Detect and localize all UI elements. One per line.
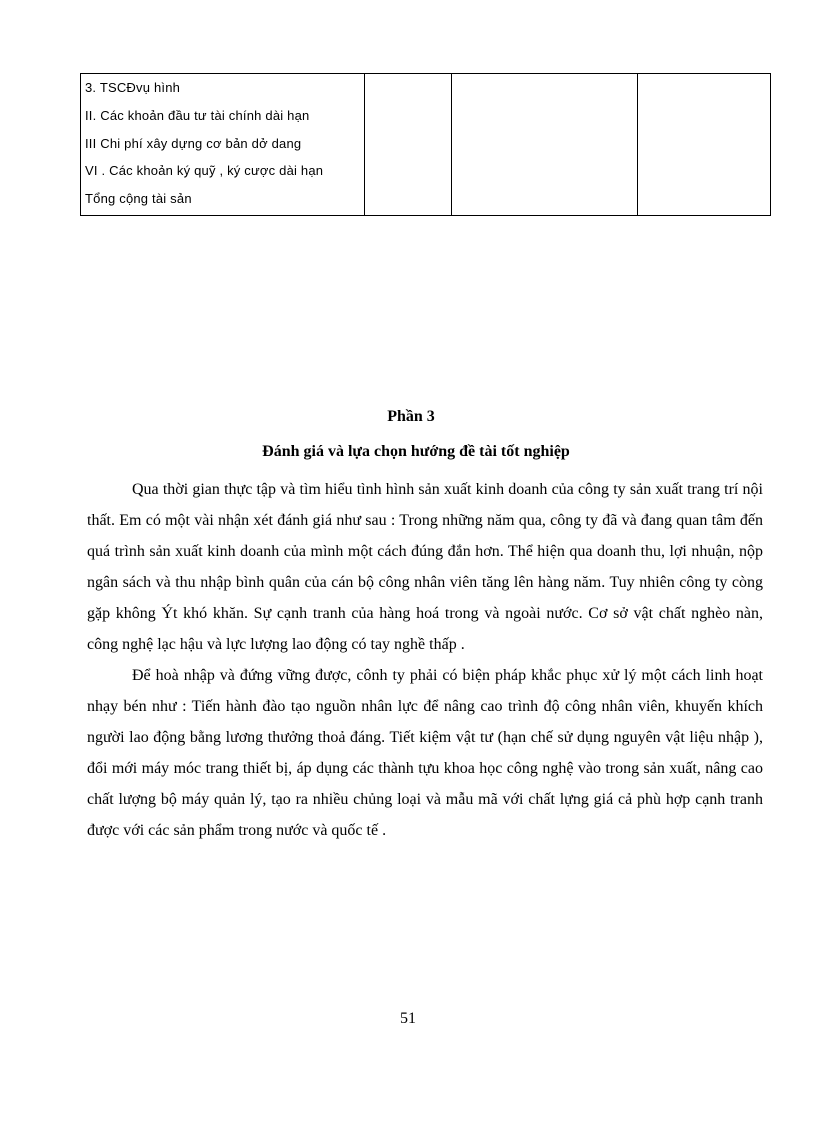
body-text [87,474,763,846]
table-cell-items [81,74,365,216]
page-number: 51 [400,1010,416,1027]
asset-table-fragment [80,73,766,216]
table-item: II. Các khoản đầu tư tài chính dài hạn [85,107,310,123]
part-title: Phần 3 [387,408,435,425]
table-item: Tổng cộng tài sản [85,191,192,207]
table-item: VI . Các khoản ký quỹ , ký cược dài hạn [85,163,324,179]
table-item: III Chi phí xây dựng cơ bản dở dang [85,135,302,151]
table-cell-empty [638,74,771,216]
paragraph: Qua thời gian thực tập và tìm hiểu tình hình sản xuất kinh doanh của công ty sản xuất trang trí nội thất. Em có một vài nhận xét đánh giá như sau : Trong những năm qua, công ty đã và đang quan tâm đến quá trình sản xuất kinh doanh của mình một cách đúng đắn hơn. Thể hiện qua doanh thu, lợi nhuận, nộp ngân sách và thu nhập bình quân của cán bộ công nhân viên tăng lên hàng năm. Tuy nhiên công ty còng gặp không Ýt khó khăn. Sự cạnh tranh của hàng hoá trong và ngoài nước. Cơ sở vật chất nghèo nàn, công nghệ lạc hậu và lực lượng lao động có tay nghề thấp . [87,481,763,653]
table-cell-empty [365,74,452,216]
table-item: 3. TSCĐvụ hình [85,80,181,95]
paragraph: Để hoà nhập và đứng vững được, cônh ty phải có biện pháp khắc phục xử lý một cách linh hoạt nhạy bén như : Tiến hành đào tạo nguồn nhân lực để nâng cao trình độ công nhân viên, khuyến khích người lao động bằng lương thưởng thoả đáng. Tiết kiệm vật tư (hạn chế sử dụng nguyên vật liệu nhập ), đổi mới máy móc trang thiết bị, áp dụng các thành tựu khoa học công nghệ vào trong sản xuất, nâng cao chất lượng bộ máy quản lý, tạo ra nhiều chủng loại và mẫu mã với chất lựng giá cả phù hợp cạnh tranh được với các sản phẩm trong nước và quốc tế . [87,667,763,839]
section-subtitle: Đánh giá và lựa chọn hướng đề tài tốt nghiệp [262,443,570,460]
table-cell-empty [452,74,638,216]
asset-table [80,73,771,216]
table-row [81,74,771,216]
